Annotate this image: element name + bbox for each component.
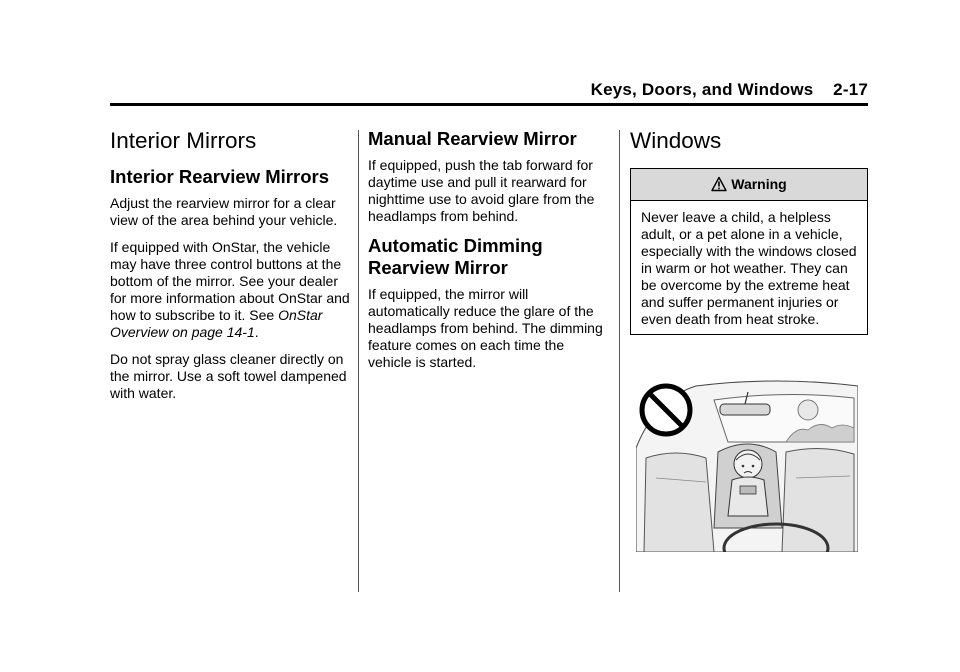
paragraph-manual: If equipped, push the tab forward for daytime use and pull it rearward for nighttime use to avoid glare from the headlamps from behind. — [368, 157, 595, 225]
column-divider-1 — [358, 130, 359, 592]
heading-interior-rearview-mirrors: Interior Rearview Mirrors — [110, 165, 329, 187]
section-title: Keys, Doors, and Windows — [590, 80, 814, 99]
paragraph-automatic: If equipped, the mirror will automatically reduce the glare of the headlamps from behind. The dimming feature comes on each time the vehicle is started. — [368, 285, 603, 370]
heading-interior-mirrors: Interior Mirrors — [110, 128, 257, 153]
column-3 — [630, 118, 868, 335]
warning-body — [631, 201, 867, 334]
column-divider-2 — [619, 130, 620, 592]
warning-triangle-icon — [711, 176, 727, 195]
heading-manual-rearview-mirror: Manual Rearview Mirror — [368, 128, 577, 149]
heading-automatic-dimming: Automatic Dimming Rearview Mirror — [368, 235, 543, 278]
warning-text: Never leave a child, a helpless adult, or a pet alone in a vehicle, especially with the windows closed in warm or hot weather. They can be overcome by the extreme heat and suffer permanent injuries or even death from heat stroke. — [641, 208, 857, 327]
onstar-text-end: . — [254, 324, 259, 341]
paragraph-cleaning: Do not spray glass cleaner directly on the mirror. Use a soft towel dampened with water. — [110, 351, 347, 402]
column-1 — [110, 118, 350, 412]
onstar-reference-link[interactable]: OnStar Overview on page 14-1 — [110, 307, 323, 341]
onstar-text: If equipped with OnStar, the vehicle may have three control buttons at the bottom of the mirror. See your dealer for more information about OnStar and how to subscribe to it. See — [110, 239, 350, 324]
column-2 — [368, 118, 610, 381]
sun-icon — [798, 400, 818, 420]
paragraph-onstar — [110, 239, 350, 341]
warning-box — [630, 168, 868, 335]
warning-header — [631, 169, 867, 201]
page-header — [560, 80, 868, 100]
no-symbol-icon — [642, 386, 690, 434]
header-rule — [110, 103, 868, 106]
warning-title: Warning — [731, 175, 787, 192]
heading-windows: Windows — [630, 128, 722, 153]
child-in-car-illustration — [636, 378, 858, 552]
rearview-mirror-icon — [720, 404, 770, 415]
page-number: 2-17 — [833, 80, 868, 99]
paragraph-adjust: Adjust the rearview mirror for a clear view of the area behind your vehicle. — [110, 195, 338, 229]
